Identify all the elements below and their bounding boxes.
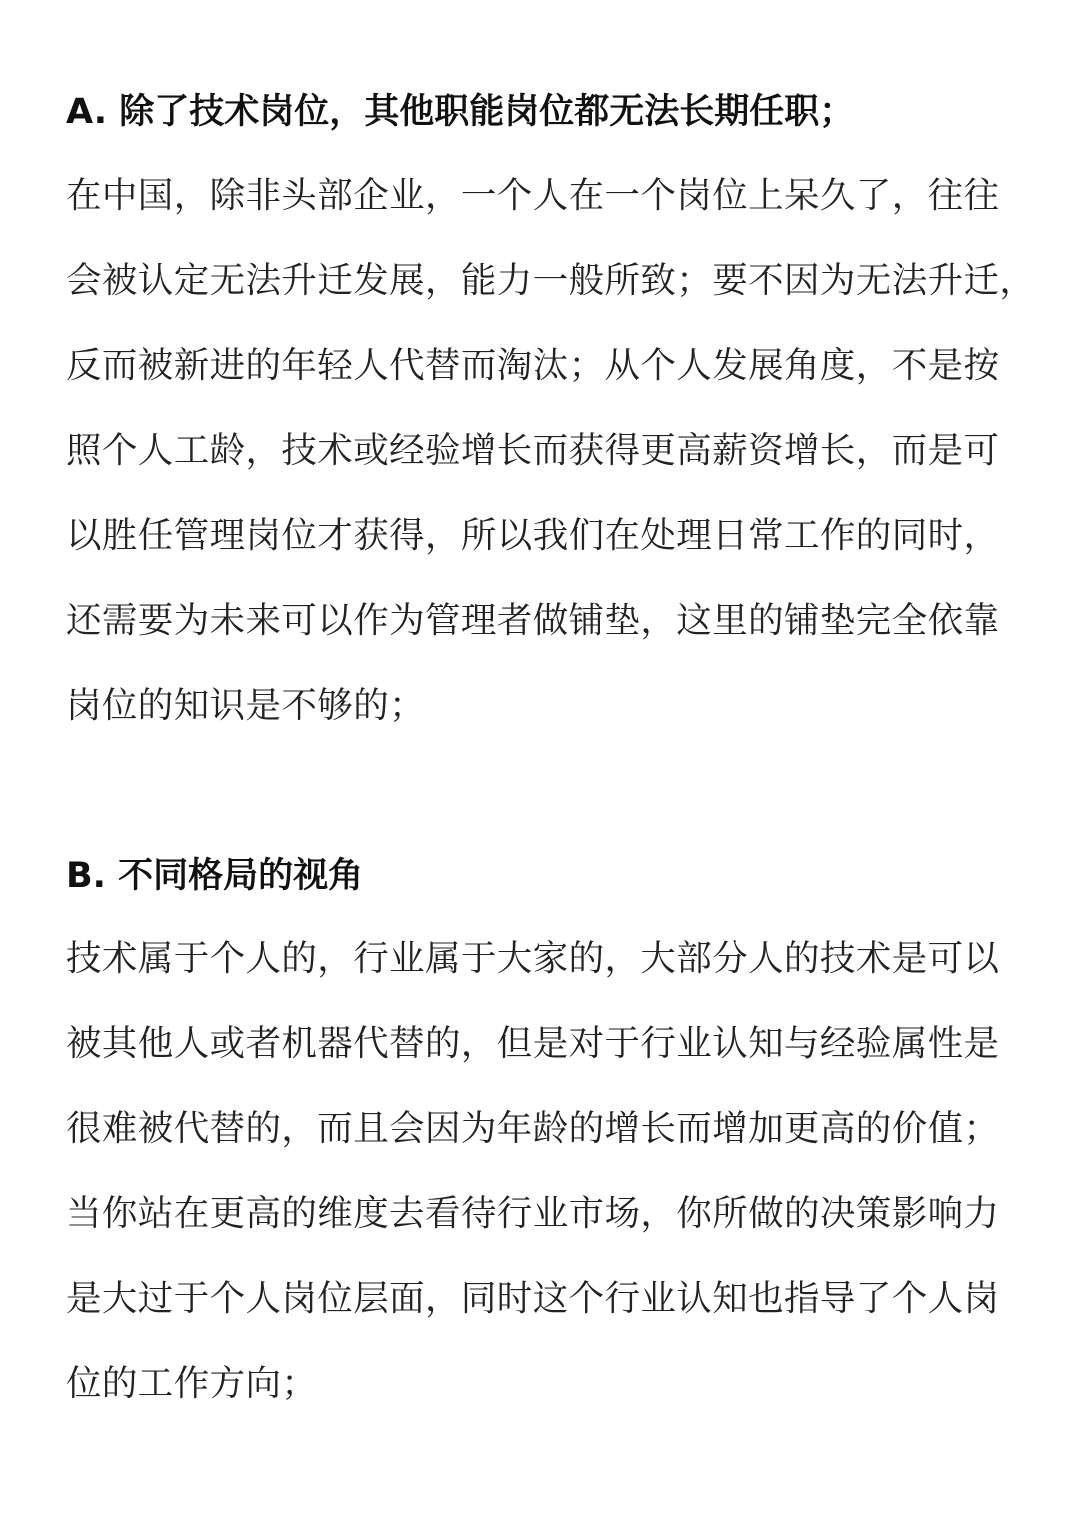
paragraph-line: 被其他人或者机器代替的，但是对于行业认知与经验属性是 <box>66 1023 1000 1064</box>
section-a-heading: A. 除了技术岗位，其他职能岗位都无法长期任职； <box>66 92 855 132</box>
paragraph-line: 位的工作方向； <box>66 1363 318 1404</box>
section-a-paragraph <box>66 176 1035 771</box>
paragraph-line: 很难被代替的，而且会因为年龄的增长而增加更高的价值； <box>66 1108 1000 1149</box>
section-b-heading: B. 不同格局的视角 <box>66 856 364 896</box>
paragraph-line: 会被认定无法升迁发展，能力一般所致；要不因为无法升迁， <box>66 260 1036 301</box>
paragraph-line: 以胜任管理岗位才获得，所以我们在处理日常工作的同时， <box>66 515 1000 556</box>
section-b-paragraph <box>66 939 999 1449</box>
paragraph-line: 在中国，除非头部企业，一个人在一个岗位上呆久了，往往 <box>66 175 1000 216</box>
paragraph-line: 照个人工龄，技术或经验增长而获得更高薪资增长，而是可 <box>66 430 1000 471</box>
paragraph-line: 是大过于个人岗位层面，同时这个行业认知也指导了个人岗 <box>66 1278 1000 1319</box>
paragraph-line: 技术属于个人的，行业属于大家的，大部分人的技术是可以 <box>66 938 1000 979</box>
paragraph-line: 还需要为未来可以作为管理者做铺垫，这里的铺垫完全依靠 <box>66 600 1000 641</box>
paragraph-line: 岗位的知识是不够的； <box>66 685 426 726</box>
paragraph-line: 反而被新进的年轻人代替而淘汰；从个人发展角度，不是按 <box>66 345 1000 386</box>
paragraph-line: 当你站在更高的维度去看待行业市场，你所做的决策影响力 <box>66 1193 1000 1234</box>
